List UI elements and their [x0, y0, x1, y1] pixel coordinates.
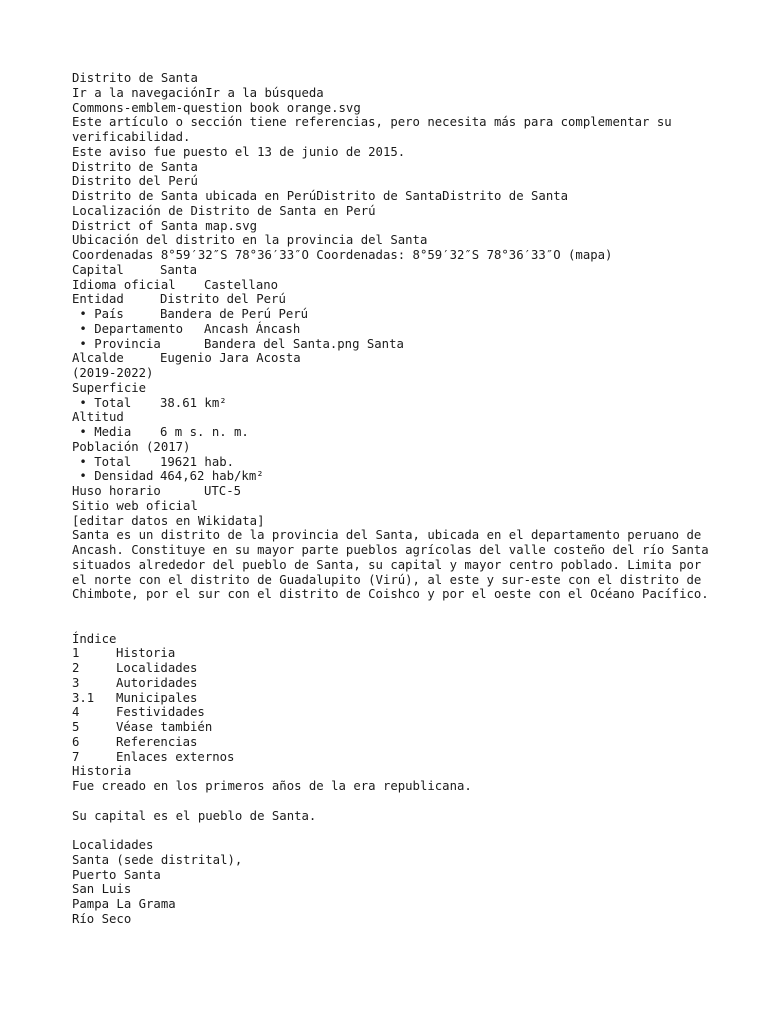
surface-total-label: • Total: [72, 395, 132, 410]
capital-label: Capital: [72, 262, 124, 277]
timezone-value[interactable]: UTC-5: [204, 484, 242, 498]
skip-links[interactable]: [72, 86, 712, 101]
toc-list: [72, 646, 712, 764]
mayor-label: Alcalde: [72, 351, 124, 366]
list-item[interactable]: Santa (sede distrital),: [72, 852, 243, 867]
toc-item-label[interactable]: Festividades: [116, 705, 205, 720]
entity-label: Entidad: [72, 292, 124, 307]
edit-wikidata-link[interactable]: [editar datos en Wikidata]: [72, 513, 265, 528]
history-paragraph: Fue creado en los primeros años de la era republicana.: [72, 779, 472, 793]
altitude-label: Altitud: [72, 410, 124, 425]
population-total-label: • Total: [72, 454, 132, 469]
toc-item-label[interactable]: Localidades: [116, 661, 198, 675]
infobox-type: Distrito del Perú: [72, 174, 198, 189]
toc-item[interactable]: [72, 691, 712, 706]
toc-item-number: 3: [72, 675, 80, 690]
mayor-term: (2019-2022): [72, 366, 154, 380]
article-title: Distrito de Santa: [72, 71, 198, 85]
country-value[interactable]: Bandera de Perú Perú: [160, 307, 309, 321]
history-heading: Historia: [72, 764, 132, 779]
toc-item[interactable]: [72, 735, 712, 750]
toc-item-number: 4: [72, 705, 80, 720]
province-label: • Provincia: [72, 336, 161, 351]
infobox-name: Distrito de Santa: [72, 159, 198, 174]
infobox-row-mayor: [72, 351, 712, 366]
infobox-row-department: [72, 322, 712, 337]
infobox-row-capital: [72, 263, 712, 278]
toc-item-label[interactable]: Autoridades: [116, 675, 198, 690]
article-page: [72, 71, 717, 927]
toc-item[interactable]: [72, 720, 712, 735]
notice-text: Este artículo o sección tiene referencias, pero necesita más para complementar su verificabilidad.: [72, 115, 680, 144]
infobox-row-altitude-mean: [72, 425, 712, 440]
toc-item-label[interactable]: Municipales: [116, 690, 198, 705]
toc-item-label[interactable]: Enlaces externos: [116, 749, 235, 764]
population-total-value: 19621 hab.: [160, 454, 235, 469]
list-item[interactable]: Río Seco: [72, 911, 132, 926]
infobox-map-caption: Ubicación del distrito en la provincia del Santa: [72, 233, 428, 248]
toc-title: Índice: [72, 631, 117, 646]
website-link-row[interactable]: [72, 499, 712, 514]
department-label: • Departamento: [72, 321, 184, 336]
surface-label: Superficie: [72, 380, 147, 395]
entity-value[interactable]: Distrito del Perú: [160, 292, 286, 307]
density-label: • Densidad: [72, 469, 154, 484]
timezone-label: Huso horario: [72, 484, 161, 498]
altitude-mean-value: 6 m s. n. m.: [160, 425, 249, 439]
infobox-coordinates[interactable]: Coordenadas 8°59′32″S 78°36′33″O Coordenadas: 8°59′32″S 78°36′33″O (mapa): [72, 248, 613, 262]
localities-list: [72, 853, 712, 927]
infobox-map-file: District of Santa map.svg: [72, 218, 258, 233]
toc-item-number: 2: [72, 661, 80, 675]
infobox-row-surface-total: [72, 396, 712, 411]
toc-item-label[interactable]: Historia: [116, 646, 176, 661]
altitude-mean-label: • Media: [72, 425, 132, 439]
population-label: Población (2017): [72, 439, 191, 454]
list-item[interactable]: Puerto Santa: [72, 867, 161, 882]
website-link[interactable]: Sitio web oficial: [72, 498, 198, 513]
toc-item[interactable]: [72, 705, 712, 720]
infobox-row-density: [72, 469, 712, 484]
notice-date: Este aviso fue puesto el 13 de junio de 2015.: [72, 144, 406, 159]
toc-item-number: 3.1: [72, 690, 95, 705]
toc-item[interactable]: [72, 646, 712, 661]
list-item[interactable]: Pampa La Grama: [72, 897, 176, 911]
infobox-location-caption: Localización de Distrito de Santa en Perú: [72, 203, 376, 218]
spacer: [72, 602, 712, 632]
localities-heading: Localidades: [72, 838, 154, 852]
toc-item[interactable]: [72, 661, 712, 676]
toc-item-label[interactable]: Véase también: [116, 720, 213, 734]
spacer: [72, 794, 712, 809]
toc-item[interactable]: [72, 750, 712, 765]
list-item[interactable]: San Luis: [72, 882, 132, 897]
edit-wikidata-row[interactable]: [72, 514, 712, 529]
infobox-row-timezone: [72, 484, 712, 499]
toc-item-label[interactable]: Referencias: [116, 734, 198, 749]
capital-value[interactable]: Santa: [160, 262, 198, 277]
province-value[interactable]: Bandera del Santa.png Santa: [204, 336, 404, 351]
country-label: • País: [72, 307, 124, 321]
toc-item-number: 5: [72, 720, 80, 734]
infobox-row-entity: [72, 292, 712, 307]
history-paragraph: Su capital es el pueblo de Santa.: [72, 808, 317, 823]
language-label: Idioma oficial: [72, 277, 176, 292]
density-value: 464,62 hab/km²: [160, 469, 264, 484]
spacer: [72, 823, 712, 838]
toc-item-number: 1: [72, 646, 80, 661]
surface-total-value: 38.61 km²: [160, 395, 227, 410]
toc-item[interactable]: [72, 676, 712, 691]
notice-image-name: Commons-emblem-question book orange.svg: [72, 100, 361, 115]
toc-item-number: 6: [72, 734, 80, 749]
infobox-row-country: [72, 307, 712, 322]
intro-paragraph: Santa es un distrito de la provincia del Santa, ubicada en el departamento peruano de Ancash. Constituye en su mayor parte pueblos agrícolas del valle costeño del río Santa situados alrededor del pueblo de Santa, su capital y mayor centro poblado. Limita por el norte con el distrito de Guadalupito (Virú), al este y sur-este con el distrito de Chimbote, por el sur con el distrito de Coishco y por el oeste con el Océano Pacífico.: [72, 528, 717, 602]
department-value[interactable]: Ancash Áncash: [204, 321, 301, 336]
infobox-row-language: [72, 278, 712, 293]
mayor-value: Eugenio Jara Acosta: [160, 351, 301, 366]
language-value[interactable]: Castellano: [204, 277, 279, 292]
infobox-row-population-total: [72, 455, 712, 470]
infobox-row-province: [72, 337, 712, 352]
toc-item-number: 7: [72, 749, 80, 764]
infobox-location-line: Distrito de Santa ubicada en PerúDistrito de SantaDistrito de Santa: [72, 189, 569, 203]
skip-links-text[interactable]: Ir a la navegaciónIr a la búsqueda: [72, 85, 324, 100]
